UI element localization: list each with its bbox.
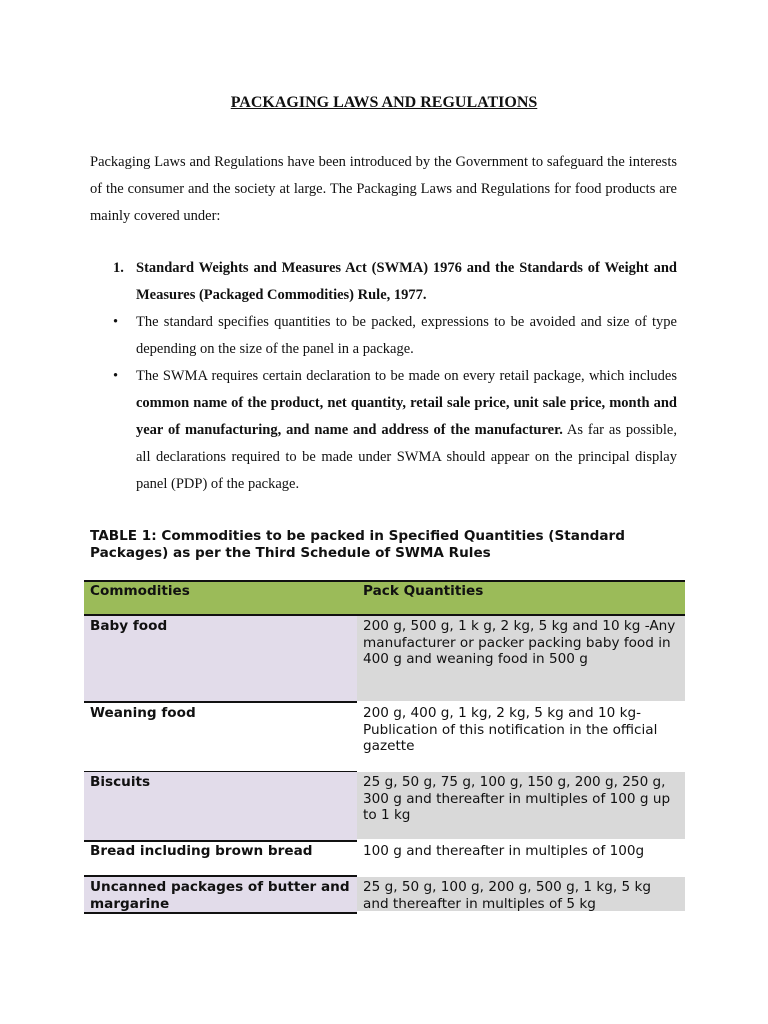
bullet-text: The standard specifies quantities to be packed, expressions to be avoided and size of type depending on the size of the panel in a package. [136,314,677,357]
commodity-cell: Uncanned packages of butter and margarine [84,877,357,914]
item-number: 1. [113,260,124,276]
bullet-text [136,363,677,498]
table-header-row [84,580,685,616]
commodity-cell: Weaning food [84,703,357,773]
numbered-item-1 [113,255,677,309]
bullet-text-bold: common name of the product, net quantity, retail sale price, unit sale price, month and year of manufacturing, and name and address of the manufacturer. [136,395,677,438]
header-pack-quantities: Pack Quantities [357,580,685,616]
commodity-cell: Bread including brown bread [84,841,357,877]
header-commodities: Commodities [84,580,357,616]
quantity-cell: 200 g, 400 g, 1 kg, 2 kg, 5 kg and 10 kg- Publication of this notification in the official gazette [363,705,658,754]
commodity-cell: Biscuits [84,772,357,842]
commodity-cell: Baby food [84,616,357,703]
bullet-icon: • [113,314,119,330]
quantity-cell: 25 g, 50 g, 75 g, 100 g, 150 g, 200 g, 250 g, 300 g and thereafter in multiples of 100 g up to 1 kg [357,772,685,839]
quantity-cell: 200 g, 500 g, 1 k g, 2 kg, 5 kg and 10 kg -Any manufacturer or packer packing baby food in 400 g and weaning food in 500 g [357,616,685,701]
bullet-text-pre: The SWMA requires certain declaration to be made on every retail package, which includes [136,368,677,384]
quantity-cell: 100 g and thereafter in multiples of 100g [363,843,645,859]
item-text: Standard Weights and Measures Act (SWMA) 1976 and the Standards of Weight and Measures (Packaged Commodities) Rule, 1977. [136,260,677,303]
table-caption: TABLE 1: Commodities to be packed in Specified Quantities (Standard Packages) as per the Third Schedule of SWMA Rules [90,528,625,561]
bullet-item-2 [113,363,677,498]
bullet-text-post: As far as possible, all declarations required to be made under SWMA should appear on the principal display panel (PDP) of the package. [136,422,677,492]
bullet-icon: • [113,368,119,384]
intro-paragraph: Packaging Laws and Regulations have been introduced by the Government to safeguard the interests of the consumer and the society at large. The Packaging Laws and Regulations for food products are mainly covered under: [90,154,677,224]
page-title: PACKAGING LAWS AND REGULATIONS [230,94,538,111]
quantity-cell: 25 g, 50 g, 100 g, 200 g, 500 g, 1 kg, 5 kg and thereafter in multiples of 5 kg [357,877,685,911]
bullet-item-1 [113,309,677,363]
